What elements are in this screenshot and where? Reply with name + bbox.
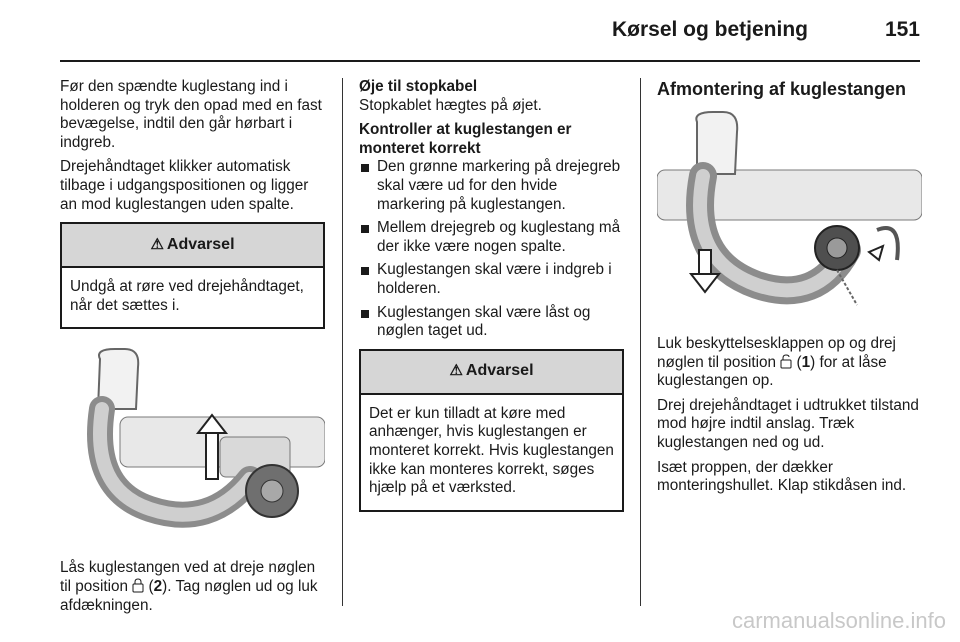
list-item: Den grønne markering på drejegreb skal være ud for den hvide markering på kuglestangen. [359, 158, 624, 214]
warning-triangle-icon: ⚠ [449, 362, 463, 380]
list-item: Kuglestangen skal være i indgreb i holderen. [359, 261, 624, 298]
column-1 [60, 78, 325, 621]
col1-paragraph-2: Drejehåndtaget klikker automatisk tilbage i udgangspositionen og ligger an mod kuglestangen uden spalte. [60, 158, 309, 213]
page-title: Kørsel og betjening [611, 18, 808, 41]
eye-title: Øje til stopkabel [359, 78, 478, 95]
check-title: Kontroller at kuglestangen er monteret korrekt [359, 121, 572, 157]
header-rule [60, 60, 920, 62]
warning-text: Undgå at røre ved drejehåndtaget, når det sættes i. [70, 278, 304, 314]
column-3 [657, 78, 922, 502]
warning-box-1 [60, 222, 325, 329]
page-header [60, 0, 920, 62]
warning-text: Det er kun tilladt at køre med anhænger, hvis kuglestangen er monteret korrekt. Hvis kuglestangen ikke kan monteres korrekt, søges hjælp på et værksted. [369, 404, 614, 497]
towbar-removal-illustration [657, 110, 922, 325]
warning-triangle-icon: ⚠ [150, 235, 164, 253]
list-item: Kuglestangen skal være låst og nøglen taget ud. [359, 304, 624, 341]
warning-box-2 [359, 349, 624, 512]
column-divider-1 [342, 78, 343, 606]
warning-header [62, 224, 323, 268]
warning-title: Advarsel [465, 362, 534, 380]
lock-icon [132, 578, 144, 593]
check-list [359, 158, 624, 340]
col3-paragraph-3: Isæt proppen, der dækker monteringshullet. Klap stikdåsen ind. [657, 458, 907, 495]
warning-title: Advarsel [166, 235, 235, 253]
towbar-insert-illustration [60, 339, 325, 549]
removal-title: Afmontering af kuglestangen [657, 79, 907, 99]
column-divider-2 [640, 78, 641, 606]
unlock-icon [780, 354, 792, 369]
col3-paragraph-1: Luk beskyttelsesklappen op og drej nøglen til position (1) for at låse kuglestangen op. [657, 335, 896, 390]
col1-paragraph-1: Før den spændte kuglestang ind i holderen og tryk den opad med en fast bevægelse, indtil den går hørbart i indgreb. [60, 78, 322, 151]
column-2 [359, 78, 624, 522]
eye-text: Stopkablet hægtes på øjet. [359, 96, 542, 114]
col3-paragraph-2: Drej drejehåndtaget i udtrukket tilstand mod højre indtil anslag. Træk kuglestangen ned og ud. [657, 396, 919, 451]
col1-caption: Lås kuglestangen ved at dreje nøglen til position (2). Tag nøglen ud og luk afdækningen. [60, 559, 318, 614]
warning-header [361, 351, 622, 395]
list-item: Mellem drejegreb og kuglestang må der ikke være nogen spalte. [359, 219, 624, 256]
page-number: 151 [884, 18, 920, 41]
watermark: carmanualsonline.info [731, 608, 946, 633]
